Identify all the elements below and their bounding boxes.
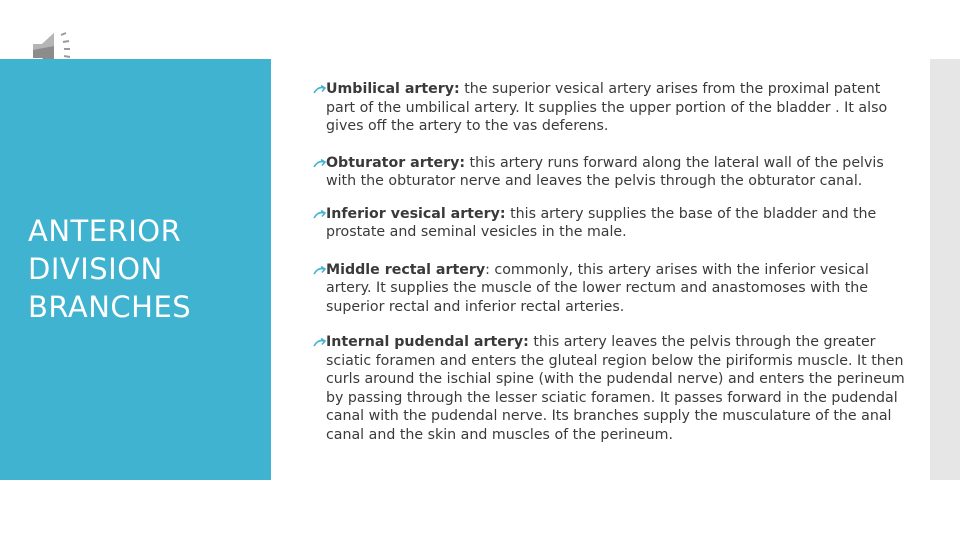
arrow-bullet-icon (313, 85, 327, 94)
bullet-text: this artery supplies the base of the bladder and the prostate and seminal vesicles in the male. (326, 205, 877, 240)
bullet-term: Umbilical artery: (326, 81, 460, 97)
bullet-term: Internal pudendal artery: (326, 334, 529, 350)
arrow-bullet-icon (313, 210, 327, 219)
bullet-text: : commonly, this artery arises with the inferior vesical artery. It supplies the muscle of the lower rectum and anastomoses with the superior rectal and inferior rectal arteries. (326, 261, 869, 315)
arrow-bullet-icon (313, 266, 327, 275)
title-line: DIVISION (28, 252, 163, 286)
slide-title (28, 212, 258, 326)
arrow-bullet-icon (313, 338, 327, 347)
list-item (311, 80, 911, 136)
bullet-term: Inferior vesical artery: (326, 205, 506, 222)
bullet-text: this artery runs forward along the lateral wall of the pelvis with the obturator nerve and leaves the pelvis through the obturator canal. (326, 154, 884, 189)
list-item (311, 333, 911, 444)
title-line: ANTERIOR (28, 214, 182, 248)
bullet-text: the superior vesical artery arises from the proximal patent part of the umbilical artery. It supplies the upper portion of the bladder . It also gives off the artery to the vas deferens. (326, 81, 888, 134)
arrow-bullet-icon (313, 159, 327, 168)
bullet-list (311, 80, 911, 462)
title-line: BRANCHES (28, 290, 192, 324)
list-item (311, 154, 911, 191)
bullet-text: this artery leaves the pelvis through the greater sciatic foramen and enters the gluteal region below the piriformis muscle. It then curls around the ischial spine (with the pudendal nerve) and enters the perineum by passing through the lesser sciatic foramen. It passes forward in the pudendal canal with the pudendal nerve. Its branches supply the musculature of the anal canal and the skin and muscles of the perineum. (326, 334, 905, 443)
list-item (311, 205, 911, 242)
bullet-term: Middle rectal artery (326, 261, 486, 278)
side-bar (930, 59, 960, 480)
bullet-term: Obturator artery: (326, 154, 466, 171)
list-item (311, 261, 911, 317)
